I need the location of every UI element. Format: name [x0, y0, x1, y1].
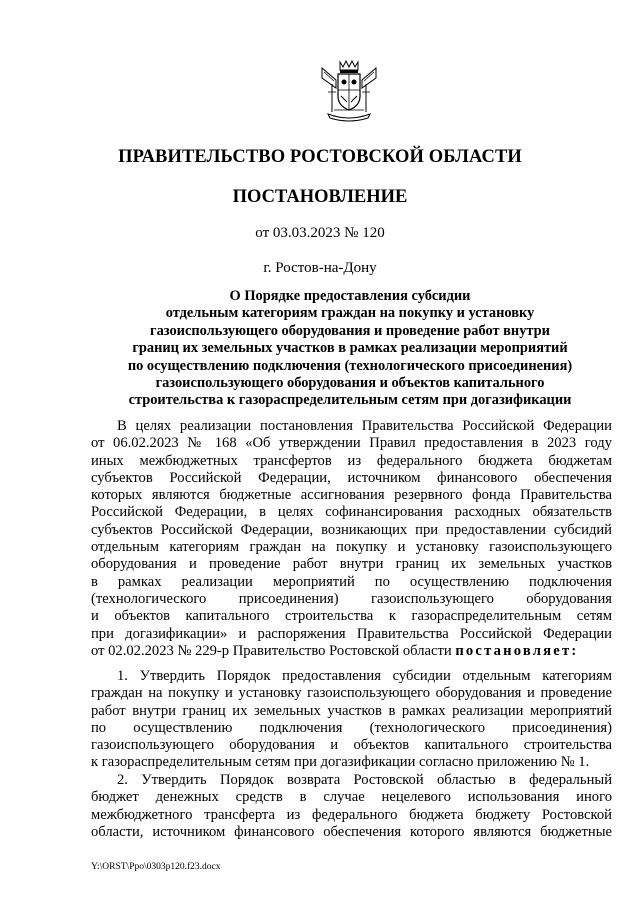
document-date-number: от 03.03.2023 № 120	[255, 225, 385, 241]
text-line: газоиспользующего оборудования и объектов капитального строительства	[91, 737, 612, 754]
text-line: граждан на покупку и установку газоиспользующего оборудования и проведение	[91, 685, 612, 702]
document-type: ПОСТАНОВЛЕНИЕ	[232, 187, 408, 207]
file-path-footer: Y:\ORST\Ppo\0303p120.f23.docx	[91, 862, 221, 872]
title-line: О Порядке предоставления субсидии	[229, 288, 471, 304]
item-1-paragraph	[91, 668, 612, 772]
text-line: бюджет денежных средств в случае нецелевого использования иного	[91, 789, 612, 806]
text-line: области, источником финансового обеспечения которого являются бюджетные	[91, 823, 612, 840]
title-line: газоиспользующего оборудования и проведение работ внутри	[150, 322, 550, 339]
text-line: иных межбюджетных трансфертов из федерального бюджета бюджетам	[91, 452, 612, 469]
text-line: 2. Утвердить Порядок возврата Ростовской областью в федеральный	[117, 772, 612, 788]
text-line: которых являются бюджетные ассигнования резервного фонда Правительства	[91, 487, 612, 504]
title-line: отдельным категориям граждан на покупку и установку	[165, 305, 535, 322]
text-line: в рамках реализации мероприятий по осуществлению подключения	[91, 573, 612, 590]
text-line-content: от 02.02.2023 № 229-р Правительство Ростовской области	[91, 642, 452, 659]
text-line: к газораспределительным сетям при догазификации согласно приложению № 1.	[91, 754, 590, 771]
text-line: отдельным категориям граждан на покупку и установку газоиспользующего	[91, 539, 612, 556]
title-line: газоиспользующего оборудования и объектов капитального	[155, 375, 545, 392]
coat-of-arms-icon	[318, 58, 380, 124]
text-line: и объектов капитального строительства к газораспределительным сетям	[91, 608, 612, 625]
document-city: г. Ростов-на-Дону	[263, 260, 377, 276]
text-line: субъектов Российской Федерации, источником финансового обеспечения	[91, 469, 612, 486]
organization-name: ПРАВИТЕЛЬСТВО РОСТОВСКОЙ ОБЛАСТИ	[118, 147, 522, 167]
text-line: от 06.02.2023 № 168 «Об утверждении Правил предоставления в 2023 году	[91, 435, 612, 452]
text-line: межбюджетного трансферта из федерального бюджета бюджету Ростовской	[91, 806, 612, 823]
resolves-word: постановляет:	[455, 642, 579, 659]
preamble-paragraph	[91, 418, 612, 660]
text-line: субъектов Российской Федерации, возникающих при предоставлении субсидий	[91, 521, 612, 538]
text-line	[91, 643, 612, 660]
title-line: границ их земельных участков в рамках реализации мероприятий	[132, 340, 568, 357]
text-line: оборудования и проведение работ внутри границ их земельных участков	[91, 556, 612, 573]
text-line: 1. Утвердить Порядок предоставления субсидии отдельным категориям	[117, 668, 612, 684]
text-line: работ внутри границ их земельных участков в рамках реализации мероприятий	[91, 702, 612, 719]
text-line: при догазификации» и распоряжения Правительства Российской Федерации	[91, 625, 612, 642]
text-line: В целях реализации постановления Правительства Российской Федерации	[117, 418, 612, 434]
document-title	[80, 288, 620, 410]
text-line: (технологического присоединения) газоиспользующего оборудования	[91, 590, 612, 607]
title-line: по осуществлению подключения (технологического присоединения)	[127, 357, 573, 374]
title-line: строительства к газораспределительным сетям при догазификации	[128, 392, 572, 409]
item-2-paragraph	[91, 772, 612, 841]
text-line: по осуществлению подключения (технологического присоединения)	[91, 719, 612, 736]
text-line: Российской Федерации, в целях софинансирования расходных обязательств	[91, 504, 612, 521]
